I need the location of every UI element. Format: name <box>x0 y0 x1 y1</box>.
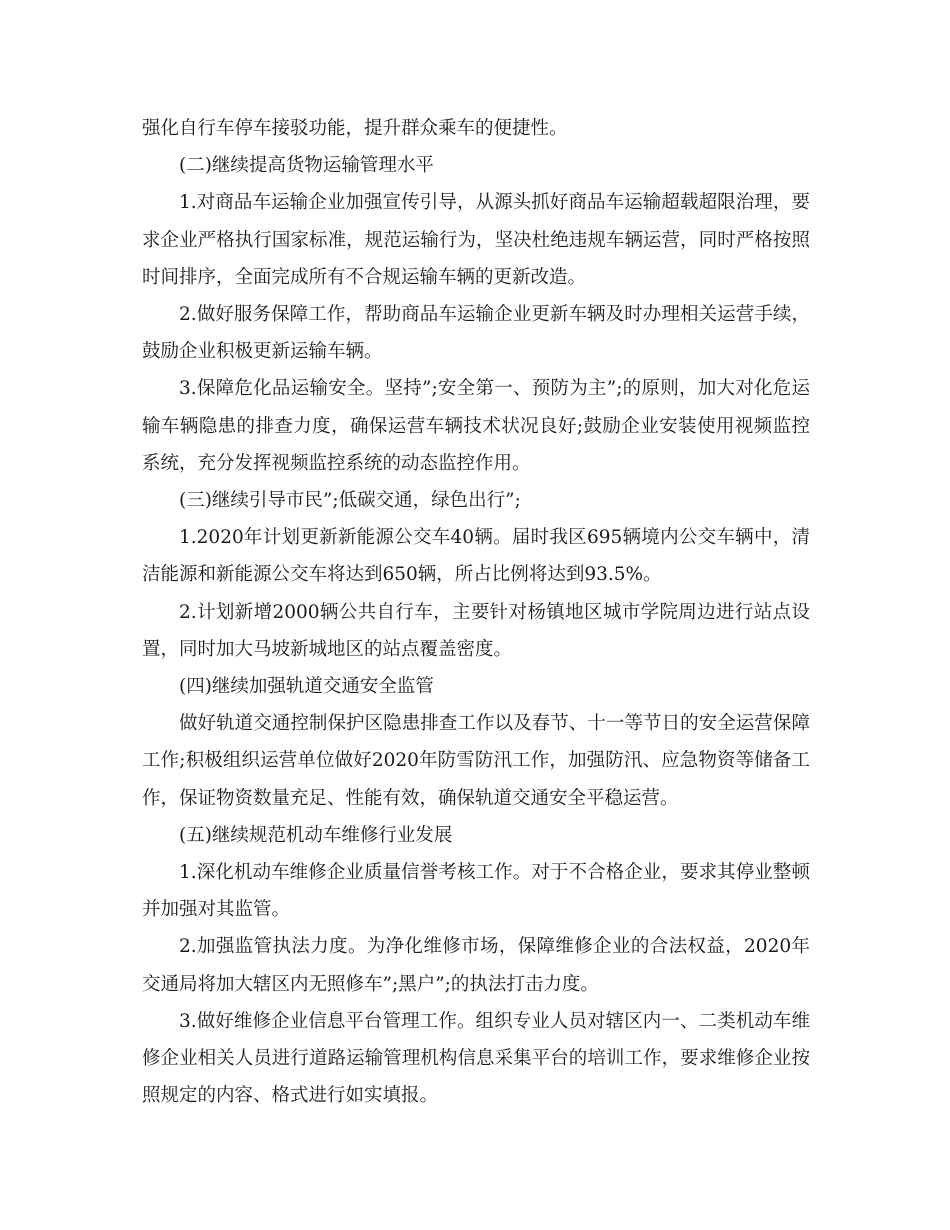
paragraph-low-carbon-2: 2.计划新增2000辆公共自行车，主要针对杨镇地区城市学院周边进行站点设置，同时加大马坡新城地区的站点覆盖密度。 <box>142 601 810 660</box>
paragraph-freight-3: 3.保障危化品运输安全。坚持”;安全第一、预防为主”;的原则，加大对化危运输车辆隐患的排查力度，确保运营车辆技术状况良好;鼓励企业安装使用视频监控系统，充分发挥视频监控系统的动态监控作用。 <box>142 378 810 474</box>
paragraph-repair-1: 1.深化机动车维修企业质量信誉考核工作。对于不合格企业，要求其停业整顿并加强对其监管。 <box>142 862 810 921</box>
paragraph-freight-1: 1.对商品车运输企业加强宣传引导，从源头抓好商品车运输超载超限治理，要求企业严格执行国家标准，规范运输行为，坚决杜绝违规车辆运营，同时严格按照时间排序，全面完成所有不合规运输车辆的更新改造。 <box>142 192 810 288</box>
paragraph-continuation: 强化自行车停车接驳功能，提升群众乘车的便捷性。 <box>142 118 568 139</box>
document-body <box>142 110 810 1114</box>
section-heading-rail: (四)继续加强轨道交通安全监管 <box>179 676 434 698</box>
paragraph-freight-2: 2.做好服务保障工作，帮助商品车运输企业更新车辆及时办理相关运营手续，鼓励企业积极更新运输车辆。 <box>142 304 810 363</box>
paragraph-repair-2: 2.加强监管执法力度。为净化维修市场，保障维修企业的合法权益，2020年交通局将加大辖区内无照修车”;黑户”;的执法打击力度。 <box>142 936 810 995</box>
section-heading-freight: (二)继续提高货物运输管理水平 <box>179 155 434 177</box>
section-heading-low-carbon: (三)继续引导市民”;低碳交通，绿色出行”; <box>179 490 521 512</box>
section-heading-repair: (五)继续规范机动车维修行业发展 <box>179 824 453 846</box>
paragraph-rail: 做好轨道交通控制保护区隐患排查工作以及春节、十一等节日的安全运营保障工作;积极组织运营单位做好2020年防雪防汛工作，加强防汛、应急物资等储备工作，保证物资数量充足、性能有效，确保轨道交通安全平稳运营。 <box>142 713 810 809</box>
paragraph-repair-3: 3.做好维修企业信息平台管理工作。组织专业人员对辖区内一、二类机动车维修企业相关人员进行道路运输管理机构信息采集平台的培训工作，要求维修企业按照规定的内容、格式进行如实填报。 <box>142 1010 810 1107</box>
paragraph-low-carbon-1: 1.2020年计划更新新能源公交车40辆。届时我区695辆境内公交车辆中，清洁能源和新能源公交车将达到650辆，所占比例将达到93.5%。 <box>142 527 810 586</box>
